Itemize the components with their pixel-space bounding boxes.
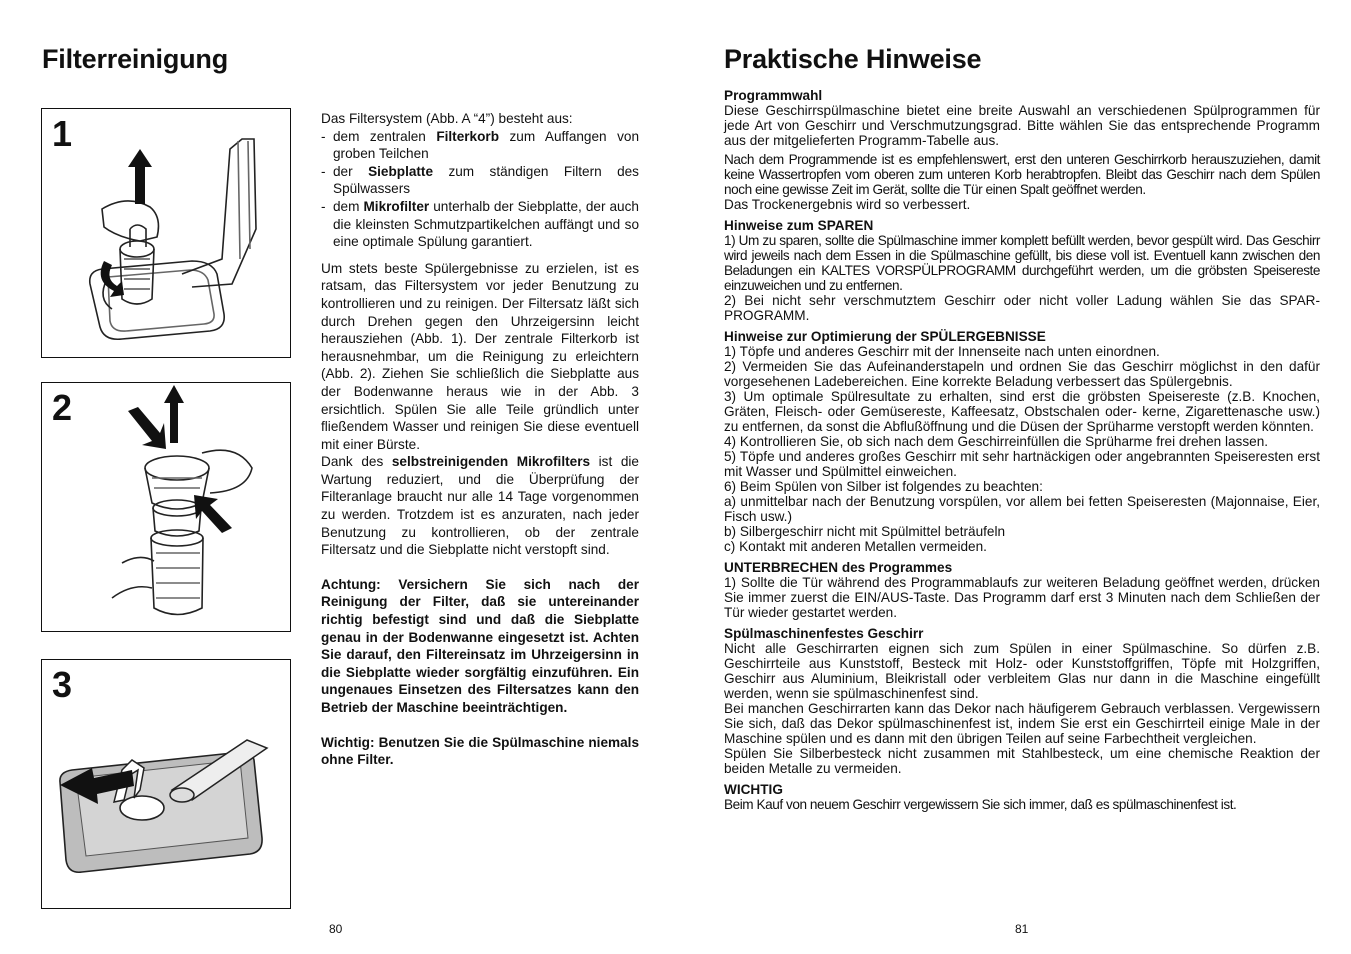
paragraph: Diese Geschirrspülmaschine bietet eine breite Auswahl an verschiedenen Spülprogrammen für jede Art von Geschirr und Verschmutzungsgrad. Bitte wählen Sie das entsprechende Programm aus der mitgelieferten Programm-Tabelle aus. [724,103,1320,148]
filter-removal-illustration [42,109,290,357]
important-note: Wichtig: Benutzen Sie die Spülmaschine niemals ohne Filter. [321,734,639,768]
section-heading: WICHTIG [724,782,783,797]
tips-column [724,88,1320,818]
page-number-left: 80 [329,922,343,936]
section-heading: UNTERBRECHEN des Programmes [724,560,953,575]
paragraph: Nach dem Programmende ist es empfehlenswert, erst den unteren Geschirrkorb herauszuziehen, damit keine Wassertropfen vom oberen zum unteren Korb herabtropfen. Bleibt das Geschirr nach dem Spülen noch eine gewisse Zeit im Gerät, sollte die Tür einen Spalt geöffnet werden. Das Trockenergebnis wird so verbessert. [724,152,1320,212]
section-heading: Spülmaschinenfestes Geschirr [724,626,924,641]
microfilter-paragraph: Dank des selbstreinigenden Mikrofilters ist die Wartung reduziert, und die Überprüfung der Filteranlage braucht nur alle 14 Tage vorgenommen zu werden. Trotzdem ist es anzuraten, nach jeder Benutzung zu kontrollieren, ob der zentrale Filtersatz und die Siebplatte nicht verstopft sind. [321,454,639,558]
filter-basket-illustration [42,383,290,631]
section-optimierung: Hinweise zur Optimierung der SPÜLERGEBNISSE 1) Töpfe und anderes Geschirr mit der Innenseite nach unten einordnen. 2) Vermeiden Sie das Aufeinanderstapeln und ordnen Sie das Geschirr möglichst in den dafür vorgesehenen Ladebereichen. Eine korrekte Beladung verbessert das Spülergebnis. 3) Um optimale Spülresultate zu erhalten, sind erst die gröbsten Speisereste (z.B. Knochen, Gräten, Fleisch- oder Gemüsereste, Kaffeesatz, Obstschalen oder- kerne, Zigarettenasche usw.) zu entfernen, da sonst die Abflußöffnung und die Düsen der Sprüharme verstopft werden könnten. 4) Kontrollieren Sie, ob sich nach dem Geschirreinfüllen die Sprüharme frei drehen lassen. 5) Töpfe und anderes großes Geschirr mit sehr hartnäckigen oder angebrannten Speiseresten erst mit Wasser und Spülmittel einweichen. 6) Beim Spülen von Silber ist folgendes zu beachten: a) unmittelbar nach der Benutzung vorspülen, vor allem bei fetten Speiseresten (Majonnaise, Eier, Fisch usw.) b) Silbergeschirr nicht mit Spülmittel beträufeln c) Kontakt mit anderen Metallen vermeiden. [724,329,1320,554]
section-spuelmaschinenfest: Spülmaschinenfestes Geschirr Nicht alle Geschirrarten eignen sich zum Spülen in einer Spülmaschine. So dürfen z.B. Geschirrteile aus Kunststoff, Besteck mit Holz- oder Kunststoffgriffen, Töpfe mit Holzgriffen, Geschirr aus Aluminium, Bleikristall oder verbleitem Glas nur dann in die Maschine eingefüllt werden, wenn sie spülmaschinenfest sind. Bei manchen Geschirrarten kann das Dekor nach häufigerem Gebrauch verblassen. Vergewissern Sie sich, daß das Dekor spülmaschinenfest ist, indem Sie erst ein Geschirrteil einige Male in der Maschine spülen und es dann mit den übrigen Teilen auf seine Farbechtheit vergleichen. Spülen Sie Silberbesteck nicht zusammen mit Stahlbesteck, um eine chemische Reaktion der beiden Metalle zu vermeiden. [724,626,1320,776]
section-heading: Hinweise zum SPAREN [724,218,874,233]
filter-parts-list [321,128,639,251]
figure-1 [41,108,291,358]
filter-intro: Das Filtersystem (Abb. A “4”) besteht aus: [321,111,573,126]
filter-body-paragraph: Um stets beste Spülergebnisse zu erzielen, ist es ratsam, das Filtersystem vor jeder Benutzung zu kontrollieren und zu reinigen. Der Filtersatz läßt sich durch Drehen gegen den Uhrzeigersinn leicht herausziehen (Abb. 1). Der zentrale Filterkorb ist herausnehmbar, um die Reinigung zu erleichtern (Abb. 2). Ziehen Sie schließlich die Siebplatte aus der Bodenwanne heraus wie in der Abb. 3 ersichtlich. Spülen Sie alle Teile gründlich unter fließendem Wasser und reinigen Sie diese eventuell mit einer Bürste. [321,260,639,452]
page-number-right: 81 [1015,922,1029,936]
list-item: - dem zentralen Filterkorb zum Auffangen von groben Teilchen [321,128,640,162]
figure-number: 1 [52,113,73,154]
page-title-right: Praktische Hinweise [724,44,982,74]
section-wichtig: WICHTIG Beim Kauf von neuem Geschirr vergewissern Sie sich immer, daß es spülmaschinenfest ist. [724,782,1320,812]
section-heading: Hinweise zur Optimierung der SPÜLERGEBNISSE [724,329,1046,344]
section-programmwahl [724,88,1320,212]
section-sparen: Hinweise zum SPAREN 1) Um zu sparen, sollte die Spülmaschine immer komplett befüllt werden, bevor gespült wird. Das Geschirr wird jeweils nach dem Essen in die Spülmaschine gefüllt, bis diese voll ist. Eventuell kann zwischen den Beladungen ein KALTES VORSPÜLPROGRAMM durchgeführt werden, um die gröbsten Speisereste einzuweichen und zu entfernen. 2) Bei nicht sehr verschmutztem Geschirr oder nicht voller Ladung wählen Sie das SPAR-PROGRAMM. [724,218,1320,323]
section-unterbrechen: UNTERBRECHEN des Programmes 1) Sollte die Tür während des Programmablaufs zur weiteren Beladung geöffnet werden, drücken Sie immer zuerst die EIN/AUS-Taste. Das Programm darf erst 3 Minuten nach dem Schließen der Tür wieder gestartet werden. [724,560,1320,620]
list-item: - dem Mikrofilter unterhalb der Siebplatte, der auch die kleinsten Schmutzpartikelchen auffängt und so eine optimale Spülung garantiert. [321,198,639,250]
figure-number: 3 [52,664,73,705]
section-heading: Programmwahl [724,88,823,103]
figure-3 [41,659,291,909]
warning-paragraph: Achtung: Versichern Sie sich nach der Reinigung der Filter, daß sie untereinander richtig befestigt sind und daß die Siebplatte genau in der Bodenwanne eingesetzt ist. Achten Sie darauf, den Filtereinsatz im Uhrzeigersinn in die Siebplatte wieder sorgfältig einzuführen. Ein ungenaues Einsetzen des Filtersatzes kann den Betrieb der Maschine beeinträchtigen. [321,576,639,715]
figure-2 [41,382,291,632]
filter-text-column [321,110,639,769]
figure-number: 2 [52,387,73,428]
sieve-plate-illustration [42,660,290,908]
list-item: - der Siebplatte zum ständigen Filtern des Spülwassers [321,163,639,197]
page-title-left: Filterreinigung [42,44,229,74]
